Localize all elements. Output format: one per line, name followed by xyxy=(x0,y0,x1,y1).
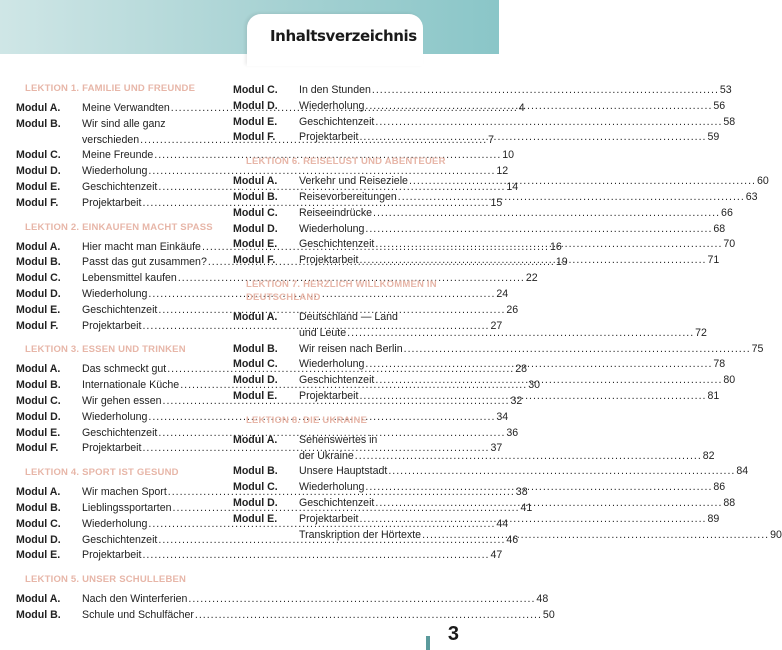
modul-label: Modul A. xyxy=(16,593,61,606)
dot-leader xyxy=(188,592,535,608)
page-ref: 72 xyxy=(695,326,707,339)
entry-text xyxy=(299,480,725,496)
modul-label: Modul E. xyxy=(16,303,61,316)
dot-leader xyxy=(409,174,756,190)
modul-label: Modul D. xyxy=(16,165,61,178)
entry-title: Wiederholung xyxy=(82,287,148,300)
entry-line xyxy=(82,608,555,624)
entry-title: Hier macht man Einkäufe xyxy=(82,240,201,253)
modul-label: Modul E. xyxy=(233,238,278,251)
page-ref: 34 xyxy=(496,410,509,423)
entry-line xyxy=(299,310,707,326)
entry-line xyxy=(299,342,763,358)
page-ref: 26 xyxy=(506,303,519,316)
entry-text xyxy=(299,237,735,253)
page-ref: 60 xyxy=(756,175,769,188)
modul-label: Modul D. xyxy=(16,287,61,300)
page-ref: 63 xyxy=(745,190,758,203)
modul-label: Modul C. xyxy=(233,481,278,494)
modul-label: Modul D. xyxy=(16,410,61,423)
toc-section xyxy=(233,83,736,146)
entry-title: der Ukraine xyxy=(299,449,354,462)
modul-label: Modul C. xyxy=(16,149,61,162)
page-ref: 53 xyxy=(719,84,732,96)
entry-title: Unsere Hauptstadt xyxy=(299,465,388,478)
page-ref: 38 xyxy=(515,486,528,499)
entry-line xyxy=(299,357,725,373)
entry-text xyxy=(299,357,725,373)
entry-line xyxy=(299,115,735,131)
modul-label: Modul C. xyxy=(233,358,278,371)
lektion-heading: LEKTION 6. REISELUST UND ABENTEUER xyxy=(246,156,446,168)
dot-leader xyxy=(365,480,712,496)
entry-text xyxy=(82,592,548,608)
lektion-heading: LEKTION 2. EINKAUFEN MACHT SPASS xyxy=(25,221,213,233)
entry-title: Nach den Winterferien xyxy=(82,593,188,606)
page-title: Inhaltsverzeichnis xyxy=(270,27,417,45)
dot-leader xyxy=(388,464,735,480)
toc-entry[interactable] xyxy=(16,548,503,564)
entry-title: Projektarbeit xyxy=(299,131,359,144)
entry-title: Projektarbeit xyxy=(82,549,142,562)
dot-leader xyxy=(347,326,694,342)
entry-title: Lieblingssportarten xyxy=(82,501,172,514)
dot-leader xyxy=(359,130,706,146)
page-ref: 50 xyxy=(542,608,555,621)
entry-line xyxy=(299,528,782,544)
lektion-heading: LEKTION 5. UNSER SCHULLEBEN xyxy=(25,574,187,586)
modul-label: Modul B. xyxy=(16,501,61,514)
entry-title: und Leute xyxy=(299,326,347,339)
toc-section xyxy=(16,573,555,624)
entry-text xyxy=(299,190,758,206)
page-ref: 36 xyxy=(506,426,519,439)
entry-title: Projektarbeit xyxy=(299,512,359,525)
entry-text xyxy=(299,115,735,131)
modul-label: Modul C. xyxy=(233,84,278,96)
page-ref: 22 xyxy=(525,272,538,285)
entry-title: Lebensmittel kaufen xyxy=(82,272,177,285)
toc-entry[interactable] xyxy=(16,592,549,608)
modul-label: Modul F. xyxy=(233,254,276,267)
page-ref: 30 xyxy=(528,379,540,392)
entry-text xyxy=(299,253,719,269)
page-ref: 47 xyxy=(490,549,503,562)
toc-entry[interactable] xyxy=(233,115,736,131)
modul-label: Modul B. xyxy=(233,342,278,355)
entry-title: Wiederholung xyxy=(82,165,148,178)
page-ref: 88 xyxy=(723,496,736,509)
dot-leader xyxy=(375,373,722,389)
modul-label: Modul A. xyxy=(16,363,61,376)
entry-title: Meine Freunde xyxy=(82,149,154,162)
page-ref: 75 xyxy=(751,342,764,355)
modul-label xyxy=(233,528,299,544)
lektion-heading: LEKTION 7. HERZLICH WILLKOMMEN IN DEUTSCHLAND xyxy=(246,278,437,303)
page-ref: 10 xyxy=(502,149,515,162)
lektion-heading: LEKTION 8. DIE UKRAINE xyxy=(246,414,368,426)
dot-leader xyxy=(359,253,706,269)
page-ref: 28 xyxy=(515,363,528,376)
toc-entry[interactable] xyxy=(233,222,726,238)
entry-line xyxy=(299,326,707,342)
page-ref: 86 xyxy=(713,481,726,494)
entry-title: Geschichtenzeit xyxy=(82,533,158,546)
dot-leader xyxy=(373,206,720,222)
entry-line xyxy=(299,99,725,115)
page-ref: 90 xyxy=(770,528,782,541)
entry-text xyxy=(299,99,725,115)
toc-entry[interactable] xyxy=(16,271,538,287)
entry-title: Meine Verwandten xyxy=(82,102,170,114)
page-ref: 37 xyxy=(490,442,503,455)
entry-line xyxy=(299,480,725,496)
dot-leader xyxy=(375,115,722,131)
entry-line xyxy=(299,389,719,405)
modul-label: Modul B. xyxy=(16,117,61,130)
entry-text xyxy=(299,83,732,99)
page-marker xyxy=(426,636,430,650)
entry-text xyxy=(299,433,715,465)
entry-line xyxy=(299,449,715,465)
page-ref: 44 xyxy=(496,517,509,530)
modul-label: Modul A. xyxy=(16,102,61,114)
entry-text xyxy=(299,130,719,146)
page-ref: 70 xyxy=(723,238,736,251)
modul-label: Modul D. xyxy=(233,222,278,235)
entry-text xyxy=(299,464,748,480)
modul-label: Modul E. xyxy=(16,180,61,193)
lektion-heading: LEKTION 3. ESSEN UND TRINKEN xyxy=(25,344,186,356)
page-ref: 15 xyxy=(490,196,503,209)
entry-text xyxy=(299,342,763,358)
page-ref: 46 xyxy=(506,533,519,546)
entry-text xyxy=(299,174,769,190)
entry-title: Projektarbeit xyxy=(82,442,142,455)
dot-leader xyxy=(359,389,706,405)
modul-label: Modul F. xyxy=(16,319,59,332)
entry-title: Wiederholung xyxy=(299,481,365,494)
entry-title: verschieden xyxy=(82,133,140,146)
dot-leader xyxy=(372,83,719,99)
entry-title: Wir reisen nach Berlin xyxy=(299,342,403,355)
page-ref: 78 xyxy=(713,358,726,371)
modul-label: Modul B. xyxy=(16,256,61,269)
page-ref: 59 xyxy=(707,131,720,144)
toc-entry[interactable] xyxy=(233,83,732,99)
toc-entry[interactable] xyxy=(16,164,509,180)
entry-line xyxy=(299,206,733,222)
entry-title: Projektarbeit xyxy=(299,389,359,402)
page-ref: 81 xyxy=(707,389,720,402)
dot-leader xyxy=(398,190,745,206)
modul-label: Modul A. xyxy=(16,486,61,499)
page-ref: 48 xyxy=(536,593,549,606)
entry-title: Geschichtenzeit xyxy=(82,180,158,193)
entry-title: Geschichtenzeit xyxy=(299,115,375,128)
entry-title: Wir machen Sport xyxy=(82,486,167,499)
modul-label: Modul A. xyxy=(16,240,61,253)
dot-leader xyxy=(375,496,722,512)
dot-leader xyxy=(365,99,712,115)
entry-title: Geschichtenzeit xyxy=(299,374,375,387)
modul-label: Modul C. xyxy=(233,206,278,219)
dot-leader xyxy=(365,357,712,373)
toc-entry[interactable] xyxy=(233,130,720,146)
modul-label: Modul B. xyxy=(233,190,278,203)
modul-label: Modul B. xyxy=(16,608,61,621)
toc-entry[interactable] xyxy=(16,608,555,624)
entry-line xyxy=(299,174,769,190)
dot-leader xyxy=(195,608,542,624)
entry-text xyxy=(299,389,719,405)
page-ref: 41 xyxy=(520,501,533,514)
modul-label: Modul A. xyxy=(233,175,278,188)
modul-label: Modul D. xyxy=(16,533,61,546)
page-ref: 80 xyxy=(723,374,736,387)
dot-leader xyxy=(375,237,722,253)
page-ref: 68 xyxy=(713,222,726,235)
entry-title: Geschichtenzeit xyxy=(299,238,375,251)
modul-label: Modul F. xyxy=(16,442,59,455)
page-ref: 24 xyxy=(496,287,509,300)
modul-label: Modul E. xyxy=(16,426,61,439)
entry-title: Geschichtenzeit xyxy=(299,496,375,509)
entry-title: Schule und Schulfächer xyxy=(82,608,194,621)
entry-line xyxy=(299,253,719,269)
entry-text xyxy=(299,310,707,342)
toc-entry[interactable] xyxy=(233,464,749,480)
modul-label: Modul A. xyxy=(233,433,278,446)
entry-title: Geschichtenzeit xyxy=(82,426,158,439)
modul-label: Modul B. xyxy=(233,465,278,478)
entry-line xyxy=(299,222,725,238)
modul-label: Modul E. xyxy=(233,115,278,128)
entry-line xyxy=(299,373,735,389)
entry-title: Wiederholung xyxy=(299,222,365,235)
modul-label: Modul A. xyxy=(233,310,278,323)
entry-text xyxy=(299,528,782,544)
entry-title: Projektarbeit xyxy=(82,319,142,332)
entry-title: Projektarbeit xyxy=(299,254,359,267)
entry-line xyxy=(299,496,735,512)
modul-label: Modul D. xyxy=(233,496,278,509)
toc-entry[interactable] xyxy=(233,99,726,115)
entry-title: Wir sind alle ganz xyxy=(82,117,166,130)
entry-text xyxy=(299,222,725,238)
entry-title: Sehenswertes in xyxy=(299,433,378,446)
dot-leader xyxy=(355,449,702,465)
entry-title: Wiederholung xyxy=(82,517,148,530)
modul-label: Modul E. xyxy=(233,389,278,402)
page-ref: 7 xyxy=(488,133,495,146)
modul-label: Modul F. xyxy=(233,131,276,144)
entry-title: Deutschland — Land xyxy=(299,310,398,323)
page-ref: 27 xyxy=(490,319,503,332)
modul-label: Modul C. xyxy=(16,394,61,407)
entry-title: Verkehr und Reiseziele xyxy=(299,175,408,188)
page-number: 3 xyxy=(447,623,459,645)
entry-title: Geschichtenzeit xyxy=(82,303,158,316)
page-ref: 56 xyxy=(713,99,726,112)
page-ref: 84 xyxy=(736,465,749,478)
entry-line xyxy=(299,433,715,449)
entry-line xyxy=(299,512,719,528)
page-ref: 71 xyxy=(707,254,720,267)
modul-label: Modul B. xyxy=(16,379,61,392)
entry-line xyxy=(299,190,758,206)
dot-leader xyxy=(359,512,706,528)
entry-line xyxy=(82,592,548,608)
entry-text xyxy=(82,608,555,624)
modul-label: Modul C. xyxy=(16,272,61,285)
entry-title: Projektarbeit xyxy=(82,196,142,209)
entry-line xyxy=(299,130,719,146)
entry-text xyxy=(299,496,735,512)
page-ref: 16 xyxy=(549,240,562,253)
lektion-heading: LEKTION 1. FAMILIE UND FREUNDE xyxy=(25,83,196,94)
page-ref: 14 xyxy=(506,180,519,193)
toc-entry[interactable] xyxy=(233,206,733,222)
page-ref: 82 xyxy=(702,449,715,462)
entry-title: Das schmeckt gut xyxy=(82,363,167,376)
entry-line xyxy=(299,237,735,253)
lektion-heading: LEKTION 4. SPORT IST GESUND xyxy=(25,467,179,479)
page-ref: 12 xyxy=(496,165,509,178)
entry-text xyxy=(299,206,733,222)
modul-label: Modul E. xyxy=(233,512,278,525)
dot-leader xyxy=(404,342,751,358)
entry-text xyxy=(299,512,719,528)
dot-leader xyxy=(365,222,712,238)
page-ref: 19 xyxy=(555,256,568,269)
page-ref: 66 xyxy=(721,206,733,219)
page-ref: 4 xyxy=(518,102,525,114)
entry-title: Wir gehen essen xyxy=(82,394,162,407)
entry-title: Passt das gut zusammen? xyxy=(82,256,207,269)
entry-title: Wiederholung xyxy=(82,410,148,423)
modul-label: Modul D. xyxy=(233,374,278,387)
entry-title: Reisevorbereitungen xyxy=(299,190,397,203)
page-ref: 32 xyxy=(510,394,523,407)
entry-title: Reiseeindrücke xyxy=(299,206,373,219)
entry-text xyxy=(299,373,735,389)
page-ref: 58 xyxy=(723,115,736,128)
toc-entry[interactable] xyxy=(233,342,764,358)
modul-label: Modul F. xyxy=(16,196,59,209)
page-ref: 89 xyxy=(707,512,720,525)
entry-line xyxy=(299,464,748,480)
modul-label: Modul D. xyxy=(233,99,278,112)
entry-title: In den Stunden xyxy=(299,84,371,96)
entry-title: Internationale Küche xyxy=(82,379,180,392)
modul-label: Modul C. xyxy=(16,517,61,530)
dot-leader xyxy=(422,528,769,544)
entry-title: Wiederholung xyxy=(299,358,365,371)
entry-title: Wiederholung xyxy=(299,99,365,112)
modul-label: Modul E. xyxy=(16,549,61,562)
entry-line xyxy=(299,83,732,99)
entry-title: Transkription der Hörtexte xyxy=(299,528,422,541)
